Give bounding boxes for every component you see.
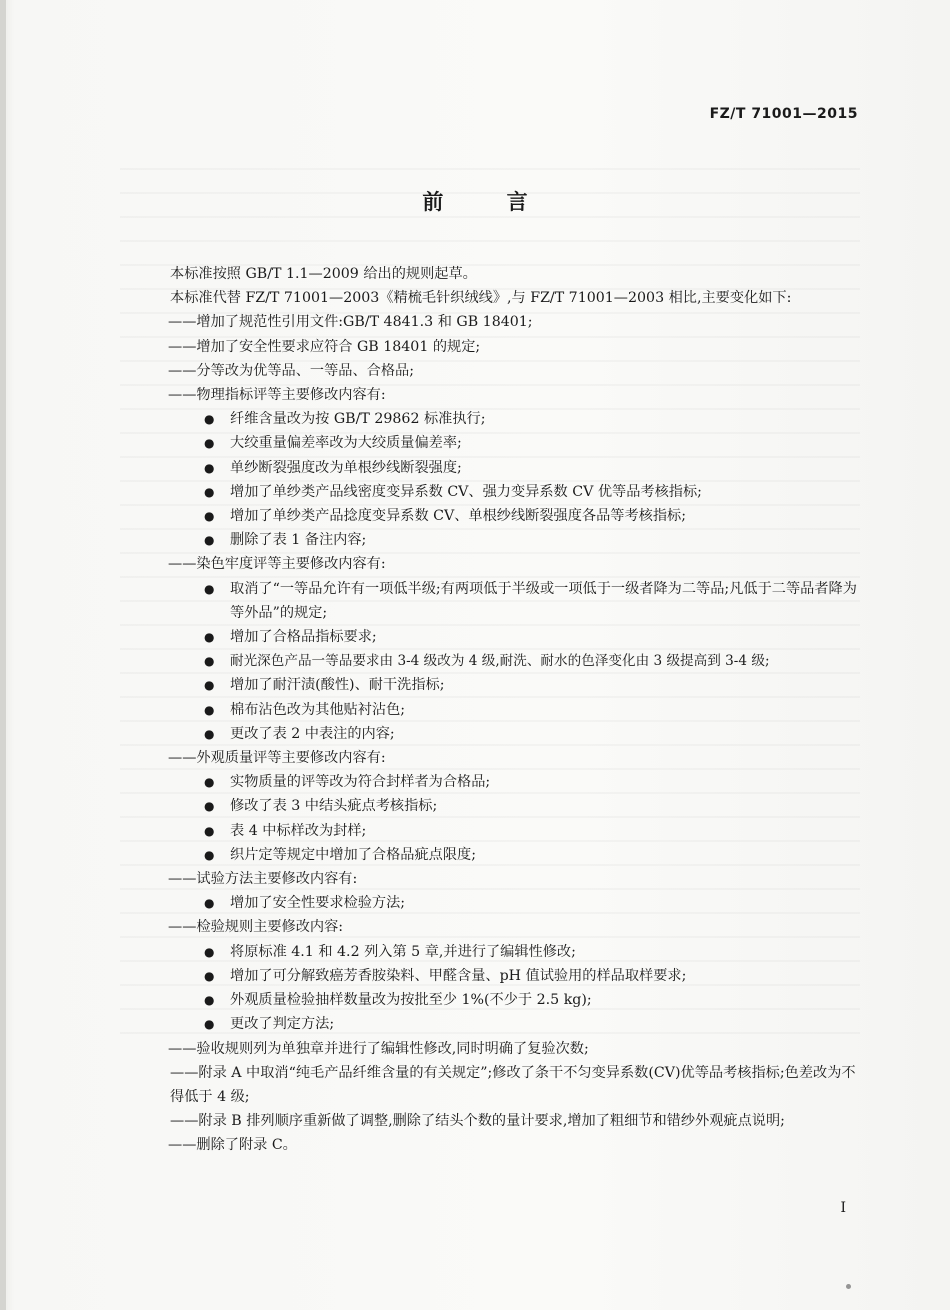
bullet-icon: ● [204, 412, 215, 427]
document-code: FZ/T 71001—2015 [709, 106, 858, 122]
page-number: I [840, 1200, 846, 1216]
bullet-item: ● 增加了单纱类产品线密度变异系数 CV、强力变异系数 CV 优等品考核指标; [170, 480, 860, 504]
change-item: ——增加了安全性要求应符合 GB 18401 的规定; [168, 338, 481, 355]
intro-paragraph-1: 本标准按照 GB/T 1.1—2009 给出的规则起草。 [170, 266, 477, 282]
bullet-item: ● 织片定等规定中增加了合格品疵点限度; [170, 843, 860, 867]
change-item-appendix-a: ——附录 A 中取消“纯毛产品纤维含量的有关规定”;修改了条干不匀变异系数(CV)优等品考核指标;色差改为不得低于 4 级; [170, 1064, 856, 1105]
bullet-icon: ● [204, 775, 215, 790]
bullet-icon: ● [204, 702, 215, 717]
bullet-item: ● 增加了可分解致癌芳香胺染料、甲醛含量、pH 值试验用的样品取样要求; [170, 964, 860, 988]
bullet-icon: ● [204, 484, 215, 499]
bullet-item: ● 纤维含量改为按 GB/T 29862 标准执行; [170, 407, 860, 431]
change-item-appendix-c: ——删除了附录 C。 [168, 1137, 297, 1154]
bullet-icon: ● [204, 630, 215, 645]
bullet-item: ● 棉布沾色改为其他贴衬沾色; [170, 698, 860, 722]
bullet-icon: ● [204, 533, 215, 548]
bullet-icon: ● [204, 1017, 215, 1032]
intro-paragraph-2: 本标准代替 FZ/T 71001—2003《精梳毛针织绒线》,与 FZ/T 71001—2003 相比,主要变化如下: [170, 290, 792, 307]
change-item: ——验收规则列为单独章并进行了编辑性修改,同时明确了复验次数; [168, 1040, 589, 1057]
bullet-item: ● 更改了表 2 中表注的内容; [170, 722, 860, 746]
change-item: ——分等改为优等品、一等品、合格品; [168, 362, 414, 379]
scan-speck [846, 1284, 851, 1289]
change-item-appendix-b: ——附录 B 排列顺序重新做了调整,删除了结头个数的量计要求,增加了粗细节和错纱外观疵点说明; [170, 1113, 785, 1130]
bullet-item: ● 增加了单纱类产品捻度变异系数 CV、单根纱线断裂强度各品等考核指标; [170, 504, 860, 528]
bullet-icon: ● [204, 436, 215, 451]
bullet-icon: ● [204, 799, 215, 814]
bullet-item: ● 将原标准 4.1 和 4.2 列入第 5 章,并进行了编辑性修改; [170, 940, 860, 964]
bullet-icon: ● [204, 726, 215, 741]
bullet-icon: ● [204, 968, 215, 983]
bullet-icon: ● [204, 944, 215, 959]
bullet-item: ● 增加了合格品指标要求; [170, 625, 860, 649]
bullet-item: ● 删除了表 1 备注内容; [170, 528, 860, 552]
bullet-icon: ● [204, 678, 215, 693]
bullet-icon: ● [204, 509, 215, 524]
section-title: 前 言 [422, 190, 556, 214]
bullet-icon: ● [204, 993, 215, 1008]
bullet-item: ● 增加了耐汗渍(酸性)、耐干洗指标; [170, 673, 860, 697]
bullet-icon: ● [204, 896, 215, 911]
bullet-item: ● 修改了表 3 中结头疵点考核指标; [170, 794, 860, 818]
bullet-item: ● 表 4 中标样改为封样; [170, 819, 860, 843]
change-item-test-methods: ——试验方法主要修改内容有: [168, 871, 358, 888]
change-item-inspection-rules: ——检验规则主要修改内容: [168, 919, 344, 936]
bullet-item: ● 单纱断裂强度改为单根纱线断裂强度; [170, 456, 860, 480]
bullet-item: ● 更改了判定方法; [170, 1012, 860, 1036]
bullet-icon: ● [204, 581, 215, 596]
bullet-icon: ● [204, 823, 215, 838]
bullet-item: ● 增加了安全性要求检验方法; [170, 891, 860, 915]
change-item-color-fastness: ——染色牢度评等主要修改内容有: [168, 556, 386, 573]
document-body [170, 262, 860, 1158]
bullet-item: ● 耐光深色产品一等品要求由 3-4 级改为 4 级,耐洗、耐水的色泽变化由 3 级提高到 3-4 级; [170, 649, 860, 673]
bullet-item: ● 取消了“一等品允许有一项低半级;有两项低于半级或一项低于一级者降为二等品;凡低于二等品者降为等外品”的规定; [170, 577, 860, 625]
bullet-item: ● 外观质量检验抽样数量改为按批至少 1%(不少于 2.5 kg); [170, 988, 860, 1012]
change-item-appearance: ——外观质量评等主要修改内容有: [168, 750, 386, 767]
change-item-physical: ——物理指标评等主要修改内容有: [168, 387, 386, 404]
bullet-item: ● 实物质量的评等改为符合封样者为合格品; [170, 770, 860, 794]
bullet-icon: ● [204, 654, 215, 669]
change-item: ——增加了规范性引用文件:GB/T 4841.3 和 GB 18401; [168, 314, 533, 331]
bullet-icon: ● [204, 460, 215, 475]
bullet-icon: ● [204, 847, 215, 862]
bullet-item: ● 大绞重量偏差率改为大绞质量偏差率; [170, 431, 860, 455]
